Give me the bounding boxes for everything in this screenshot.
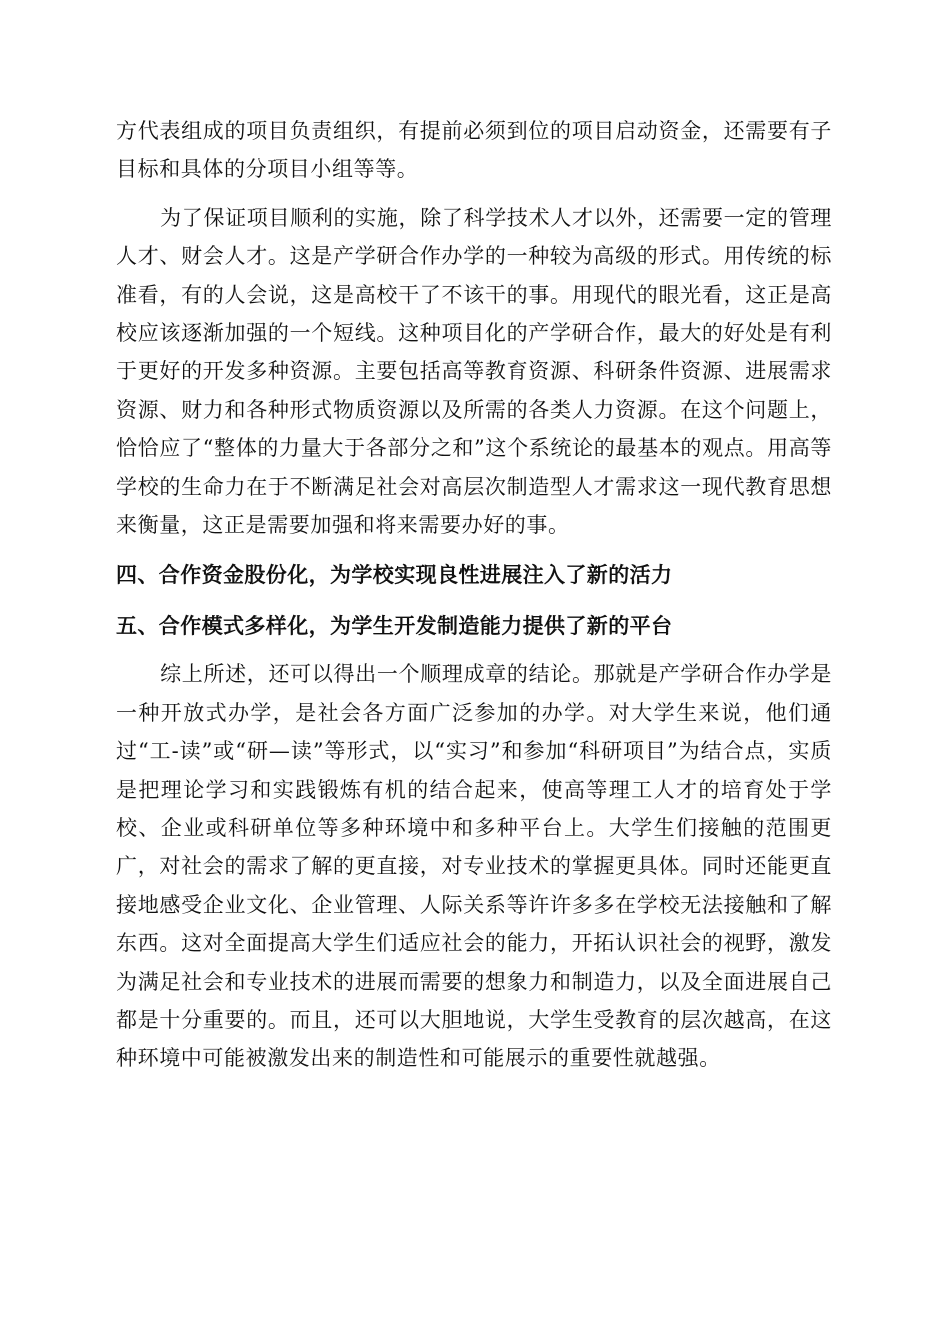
paragraph-continuation: 方代表组成的项目负责组织，有提前必须到位的项目启动资金，还需要有子目标和具体的分项目小组等等。: [116, 119, 832, 182]
paragraph-gap: [116, 645, 832, 655]
section-heading-four: 四、合作资金股份化，为学校实现良性进展注入了新的活力: [116, 563, 673, 588]
paragraph-gap: [116, 544, 832, 556]
document-body: [116, 112, 832, 1078]
paragraph-gap: [116, 595, 832, 607]
section-heading-five: 五、合作模式多样化，为学生开发制造能力提供了新的平台: [116, 613, 673, 638]
paragraph-gap: [116, 189, 832, 199]
paragraph-project-talent: 为了保证项目顺利的实施，除了科学技术人才以外，还需要一定的管理人才、财会人才。这是产学研合作办学的一种较为高级的形式。用传统的标准看，有的人会说，这是高校干了不该干的事。用现代的眼光看，这正是高校应该逐渐加强的一个短线。这种项目化的产学研合作，最大的好处是有利于更好的开发多种资源。主要包括高等教育资源、科研条件资源、进展需求资源、财力和各种形式物质资源以及所需的各类人力资源。在这个问题上，恰恰应了“整体的力量大于各部分之和”这个系统论的最基本的观点。用高等学校的生命力在于不断满足社会对高层次制造型人才需求这一现代教育思想来衡量，这正是需要加强和将来需要办好的事。: [116, 205, 832, 538]
paragraph-conclusion: 综上所述，还可以得出一个顺理成章的结论。那就是产学研合作办学是一种开放式办学，是社会各方面广泛参加的办学。对大学生来说，他们通过“工-读”或“研—读”等形式，以“实习”和参加“科研项目”为结合点，实质是把理论学习和实践锻炼有机的结合起来，使高等理工人才的培育处于学校、企业或科研单位等多种环境中和多种平台上。大学生们接触的范围更广，对社会的需求了解的更直接，对专业技术的掌握更具体。同时还能更直接地感受企业文化、企业管理、人际关系等许许多多在学校无法接触和了解东西。这对全面提高大学生们适应社会的能力，开拓认识社会的视野，激发为满足社会和专业技术的进展而需要的想象力和制造力，以及全面进展自己都是十分重要的。而且，还可以大胆地说，大学生受教育的层次越高，在这种环境中可能被激发出来的制造性和可能展示的重要性就越强。: [116, 662, 832, 1071]
